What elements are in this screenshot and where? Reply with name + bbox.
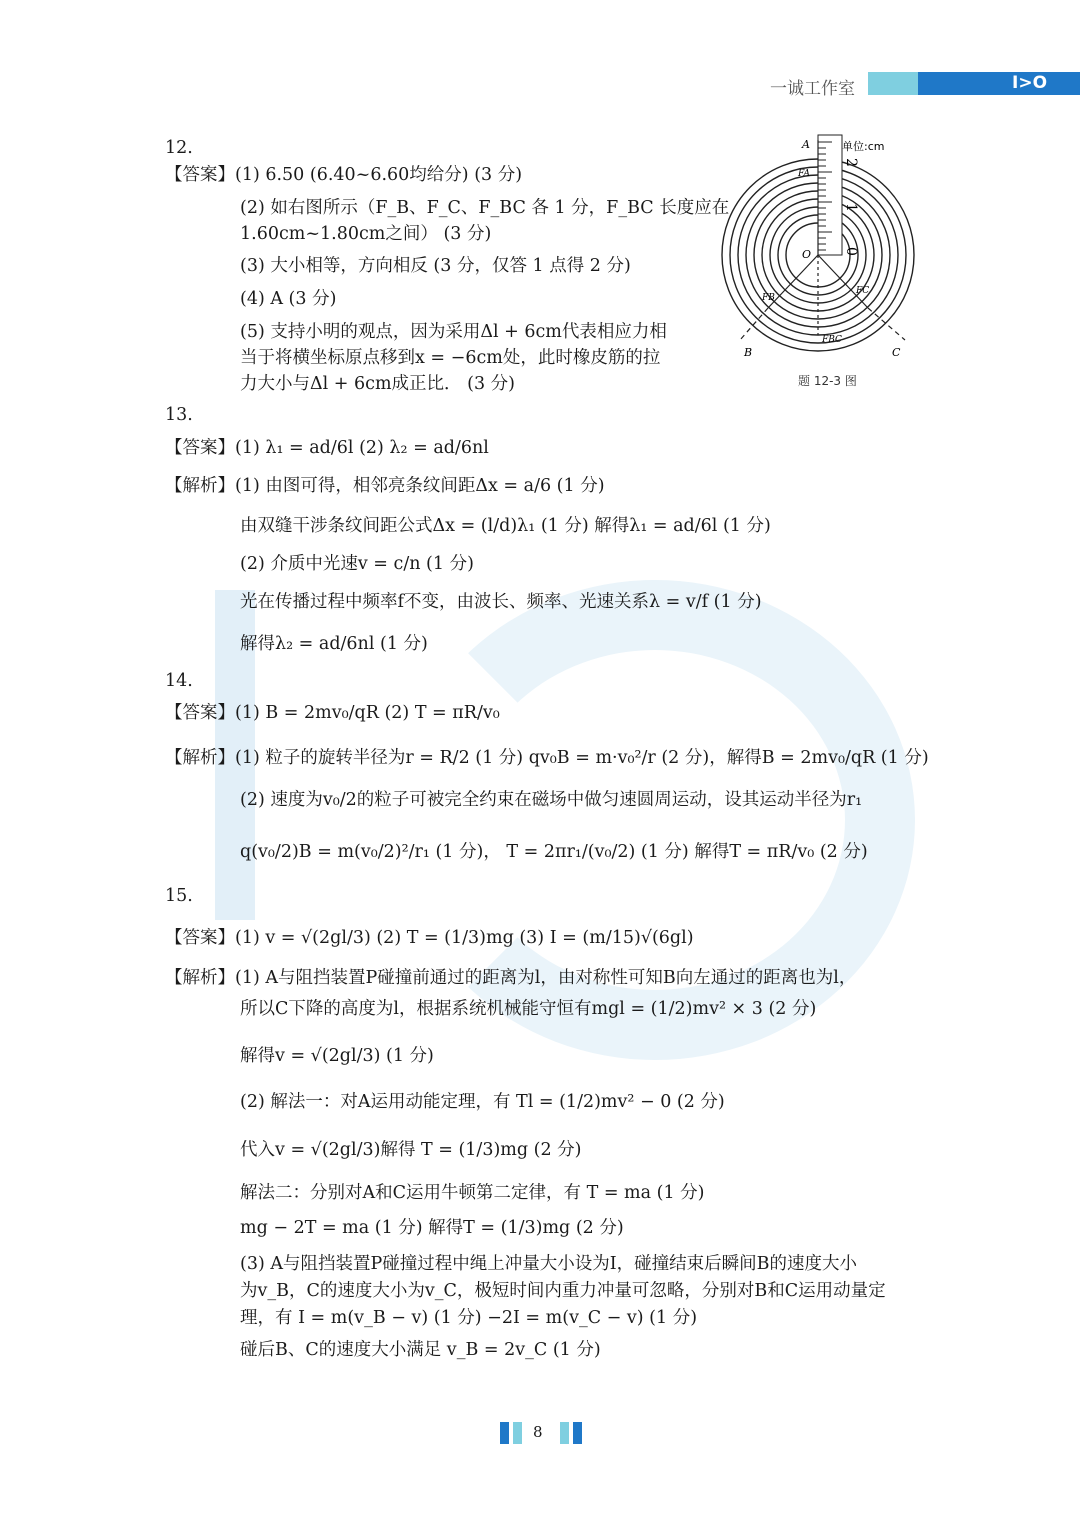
- text-line: (4) A (3 分): [240, 289, 337, 309]
- text-line: mg − 2T = ma (1 分) 解得T = (1/3)mg (2 分): [240, 1218, 624, 1238]
- text-line: 【答案】(1) B = 2mv₀/qR (2) T = πR/v₀: [165, 703, 500, 723]
- text-line: 解得v = √(2gl/3) (1 分): [240, 1046, 434, 1066]
- text-line: (3) A与阻挡装置P碰撞过程中绳上冲量大小设为I，碰撞结束后瞬间B的速度大小: [240, 1254, 858, 1274]
- ruler: [818, 135, 842, 255]
- text-line: 为v_B，C的速度大小为v_C，极短时间内重力冲量可忽略，分别对B和C运用动量定: [240, 1281, 886, 1301]
- header-studio-name: 一诚工作室: [770, 79, 855, 99]
- text-line: 力大小与Δl + 6cm成正比． (3 分): [240, 374, 515, 394]
- page-number: 8: [533, 1423, 543, 1441]
- header-logo: I>O: [1012, 73, 1048, 93]
- text-line: (2) 解法一：对A运用动能定理，有 Tl = (1/2)mv² − 0 (2 分): [240, 1092, 725, 1112]
- label-c: C: [892, 346, 901, 359]
- text-line: 【解析】(1) 由图可得，相邻亮条纹间距Δx = a/6 (1 分): [165, 476, 605, 496]
- text-line: 所以C下降的高度为l，根据系统机械能守恒有mgl = (1/2)mv² × 3 (2 分): [240, 999, 817, 1019]
- header-bar-light: [868, 72, 918, 95]
- label-fa: FA: [798, 169, 810, 179]
- text-line: 碰后B、C的速度大小满足 v_B = 2v_C (1 分): [240, 1340, 601, 1360]
- label-b: B: [744, 346, 753, 359]
- label-a: A: [802, 138, 810, 151]
- question-number: 13.: [165, 405, 193, 425]
- text-line: 【答案】(1) 6.50 (6.40~6.60均给分) (3 分): [165, 165, 523, 185]
- question-number: 15.: [165, 886, 193, 906]
- text-line: 理，有 I = m(v_B − v) (1 分) −2I = m(v_C − v) (1 分): [240, 1308, 698, 1328]
- label-fb: FB: [762, 293, 775, 303]
- text-line: 1.60cm~1.80cm之间） (3 分): [240, 224, 492, 244]
- question-number: 14.: [165, 671, 193, 691]
- ruler-mark-0: 0: [843, 247, 859, 256]
- force-diagram: [720, 130, 930, 400]
- figure-caption: 题 12-3 图: [798, 374, 857, 388]
- text-line: (5) 支持小明的观点，因为采用Δl + 6cm代表相应力相: [240, 322, 667, 342]
- label-fc: FC: [856, 286, 870, 296]
- label-fbc: FBC: [822, 335, 842, 345]
- text-line: 由双缝干涉条纹间距公式Δx = (l/d)λ₁ (1 分) 解得λ₁ = ad/6l (1 分): [240, 516, 771, 536]
- text-line: 当于将横坐标原点移到x = −6cm处，此时橡皮筋的拉: [240, 348, 661, 368]
- text-line: (3) 大小相等，方向相反 (3 分，仅答 1 点得 2 分): [240, 256, 631, 276]
- text-line: (2) 如右图所示（F_B、F_C、F_BC 各 1 分，F_BC 长度应在: [240, 198, 730, 218]
- footer-bars-left: [500, 1422, 526, 1448]
- label-o: O: [802, 248, 812, 261]
- text-line: 【答案】(1) λ₁ = ad/6l (2) λ₂ = ad/6nl: [165, 438, 489, 458]
- text-line: 光在传播过程中频率f不变，由波长、频率、光速关系λ = v/f (1 分): [240, 592, 762, 612]
- text-line: (2) 介质中光速v = c/n (1 分): [240, 554, 474, 574]
- footer-bars-right: [560, 1422, 586, 1448]
- text-line: 【解析】(1) 粒子的旋转半径为r = R/2 (1 分) qv₀B = m·v₀²/r (2 分)，解得B = 2mv₀/qR (1 分): [165, 748, 929, 768]
- text-line: 【解析】(1) A与阻挡装置P碰撞前通过的距离为l，由对称性可知B向左通过的距离也为l，: [165, 968, 857, 988]
- ruler-mark-1: 1: [843, 203, 859, 212]
- ruler-mark-2: 2: [843, 158, 859, 167]
- text-line: 解法二：分别对A和C运用牛顿第二定律，有 T = ma (1 分): [240, 1183, 705, 1203]
- text-line: 【答案】(1) v = √(2gl/3) (2) T = (1/3)mg (3) I = (m/15)√(6gl): [165, 928, 694, 948]
- question-number: 12.: [165, 138, 193, 158]
- text-line: (2) 速度为v₀/2的粒子可被完全约束在磁场中做匀速圆周运动，设其运动半径为r₁: [240, 790, 863, 810]
- text-line: 解得λ₂ = ad/6nl (1 分): [240, 634, 428, 654]
- text-line: 代入v = √(2gl/3)解得 T = (1/3)mg (2 分): [240, 1140, 582, 1160]
- text-line: q(v₀/2)B = m(v₀/2)²/r₁ (1 分)， T = 2πr₁/(v₀/2) (1 分) 解得T = πR/v₀ (2 分): [240, 842, 868, 862]
- unit-label: 单位:cm: [842, 140, 885, 153]
